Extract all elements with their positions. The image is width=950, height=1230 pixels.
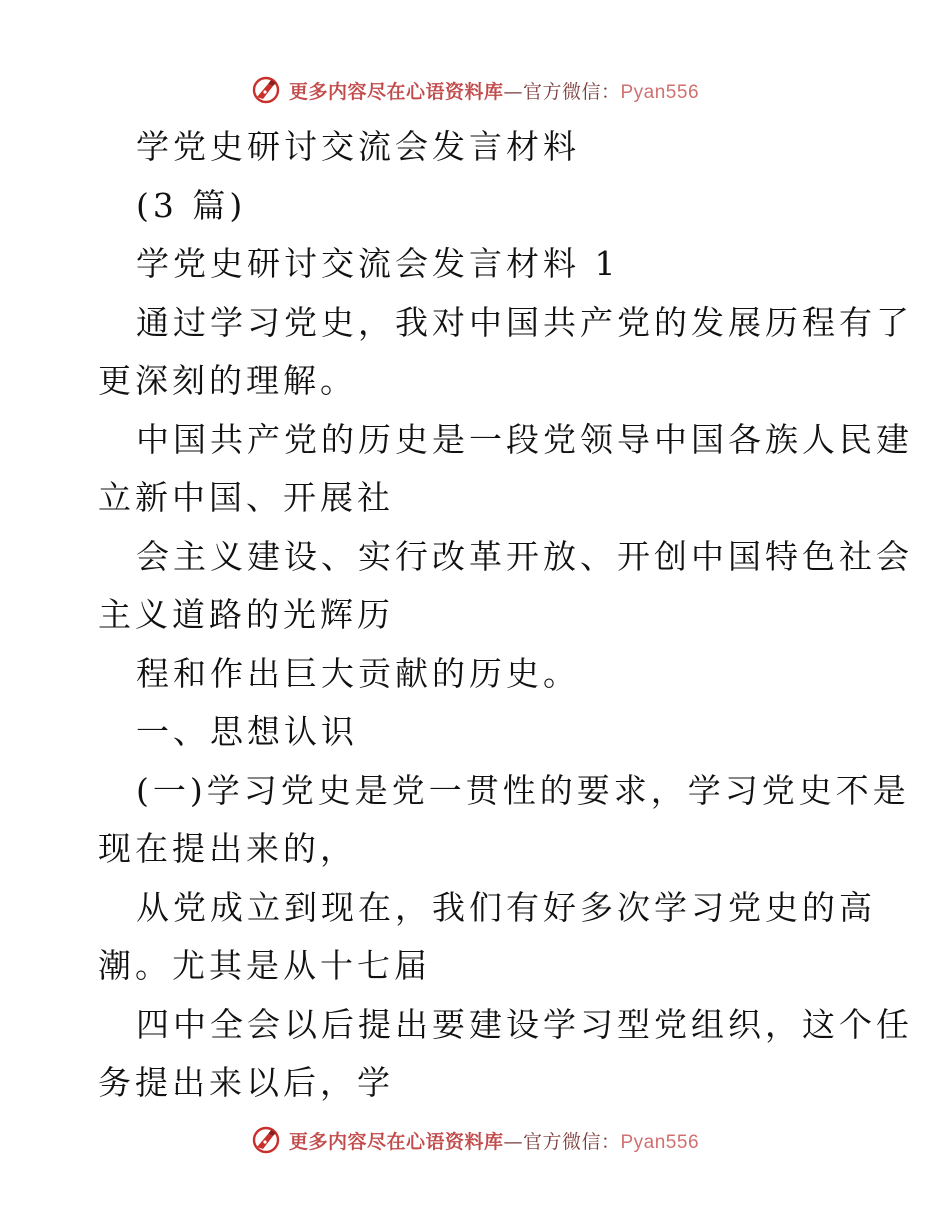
watermark-id: Pyan556: [620, 81, 700, 103]
text-line: 主义道路的光辉历: [98, 595, 394, 634]
text-line: 通过学习党史，我对中国共产党的发展历程有了: [136, 302, 913, 342]
text-line: 会主义建设、实行改革开放、开创中国特色社会: [136, 536, 913, 576]
text-line: 四中全会以后提出要建设学习型党组织，这个任: [136, 1004, 913, 1044]
header-watermark: [0, 70, 950, 110]
text-line: (3 篇): [136, 185, 247, 225]
document-body: [98, 118, 913, 1113]
text-line: (一)学习党史是党一贯性的要求，学习党史不是: [136, 770, 910, 810]
text-line: 现在提出来的，: [98, 829, 357, 868]
watermark-sub: 官方微信：: [522, 80, 621, 103]
pen-nib-circle-logo-icon: [251, 75, 281, 105]
text-line: 更深刻的理解。: [98, 361, 357, 400]
text-line: 学党史研讨交流会发言材料 1: [136, 244, 620, 283]
text-line: 一、思想认识: [136, 712, 358, 751]
text-line: 程和作出巨大贡献的历史。: [136, 653, 580, 693]
text-line: 中国共产党的历史是一段党领导中国各族人民建: [136, 419, 913, 459]
watermark-dash: —: [503, 80, 523, 103]
watermark-sub: 官方微信：: [522, 1130, 621, 1153]
text-line: 立新中国、开展社: [98, 478, 394, 517]
text-line: 学党史研讨交流会发言材料: [136, 127, 580, 166]
watermark-text: [289, 77, 699, 104]
footer-watermark: [0, 1120, 950, 1160]
watermark-main: 更多内容尽在心语资料库: [288, 1130, 504, 1153]
watermark-main: 更多内容尽在心语资料库: [288, 80, 504, 103]
text-line: 从党成立到现在，我们有好多次学习党史的高: [136, 887, 876, 927]
text-line: 务提出来以后，学: [98, 1063, 394, 1102]
pen-nib-circle-logo-icon: [251, 1125, 281, 1155]
watermark-dash: —: [503, 1130, 523, 1153]
text-line: 潮。尤其是从十七届: [98, 946, 431, 985]
watermark-id: Pyan556: [620, 1131, 700, 1153]
watermark-text: [289, 1127, 699, 1154]
